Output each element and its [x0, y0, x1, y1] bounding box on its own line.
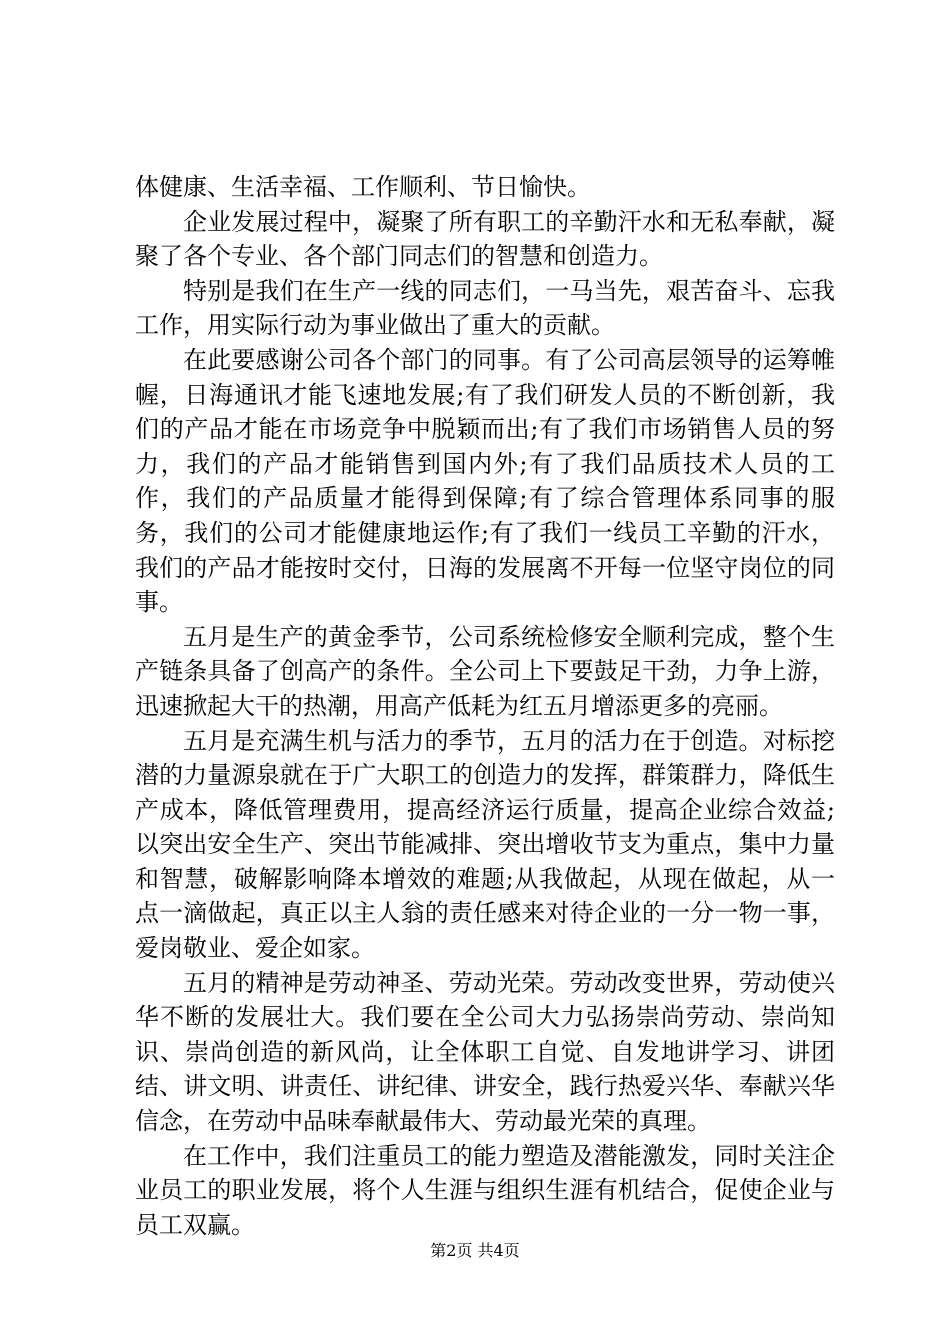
- paragraph: 五月是充满生机与活力的季节，五月的活力在于创造。对标挖潜的力量源泉就在于广大职工的创造力的发挥，群策群力，降低生产成本，降低管理费用，提高经济运行质量，提高企业综合效益;以突出安全生产、突出节能减排、突出增收节支为重点，集中力量和智慧，破解影响降本增效的难题;从我做起，从现在做起，从一点一滴做起，真正以主人翁的责任感来对待企业的一分一物一事，爱岗敬业、爱企如家。: [135, 726, 835, 963]
- document-body: [135, 170, 835, 1242]
- paragraph-continued: 体健康、生活幸福、工作顺利、节日愉快。: [135, 173, 591, 201]
- paragraph: 特别是我们在生产一线的同志们，一马当先，艰苦奋斗、忘我工作，用实际行动为事业做出了重大的贡献。: [135, 276, 835, 340]
- paragraph: 五月的精神是劳动神圣、劳动光荣。劳动改变世界，劳动使兴华不断的发展壮大。我们要在全公司大力弘扬崇尚劳动、崇尚知识、崇尚创造的新风尚，让全体职工自觉、自发地讲学习、讲团结、讲文明、讲责任、讲纪律、讲安全，践行热爱兴华、奉献兴华信念，在劳动中品味奉献最伟大、劳动最光荣的真理。: [135, 968, 835, 1136]
- paragraph: 企业发展过程中，凝聚了所有职工的辛勤汗水和无私奉献，凝聚了各个专业、各个部门同志们的智慧和创造力。: [135, 207, 835, 271]
- page-number-footer: 第2页 共4页: [430, 1241, 520, 1260]
- paragraph: 在工作中，我们注重员工的能力塑造及潜能激发，同时关注企业员工的职业发展，将个人生涯与组织生涯有机结合，促使企业与员工双赢。: [135, 1141, 835, 1239]
- paragraph: 在此要感谢公司各个部门的同事。有了公司高层领导的运筹帷幄，日海通讯才能飞速地发展;有了我们研发人员的不断创新，我们的产品才能在市场竞争中脱颖而出;有了我们市场销售人员的努力，我们的产品才能销售到国内外;有了我们品质技术人员的工作，我们的产品质量才能得到保障;有了综合管理体系同事的服务，我们的公司才能健康地运作;有了我们一线员工辛勤的汗水，我们的产品才能按时交付，日海的发展离不开每一位坚守岗位的同事。: [135, 345, 835, 617]
- paragraph: 五月是生产的黄金季节，公司系统检修安全顺利完成，整个生产链条具备了创高产的条件。全公司上下要鼓足干劲，力争上游，迅速掀起大干的热潮，用高产低耗为红五月增添更多的亮丽。: [135, 622, 835, 720]
